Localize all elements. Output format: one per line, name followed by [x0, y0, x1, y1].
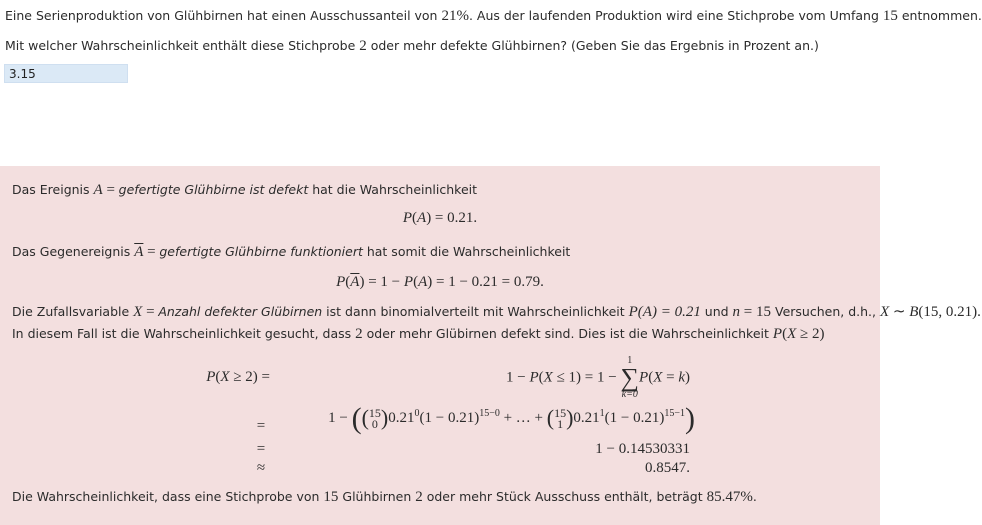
align-row-3: 1 − 0.14530331: [595, 441, 690, 457]
align-row-1: 1 − P(X ≤ 1) = 1 − 1 ∑ k=0 P(X = k): [506, 355, 690, 400]
question-text-line-1: Eine Serienproduktion von Glühbirnen hat einen Ausschussanteil von 21%. Aus der laufenden Produktion wird eine Stichprobe vom Umfang 15 entnommen.: [5, 8, 982, 24]
align-row-2-binomial-expansion: 1 − ((15 0 )$0.21^0(1 - 0.21)^{15-0}$ + … + (15 1 )$0.21^1(1 - 0.21)^{15-1}$): [328, 402, 695, 435]
align-eq-sign-row-3: =: [256, 441, 266, 457]
solution-target-probability: In diesem Fall ist die Wahrscheinlichkeit gesucht, dass 2 oder mehr Glübirnen defekt sind. Dies ist die Wahrscheinlichkeit P(X ≥ 2): [12, 326, 825, 342]
solution-panel: [0, 166, 981, 525]
answer-input[interactable]: [4, 64, 128, 83]
align-lhs: P(X ≥ 2) =: [206, 369, 270, 385]
sum-symbol: 1 ∑ k=0: [620, 355, 640, 400]
question-text-line-2: Mit welcher Wahrscheinlichkeit enthält diese Stichprobe 2 oder mehr defekte Glühbirnen? (Geben Sie das Ergebnis in Prozent an.): [5, 38, 819, 54]
solution-conclusion: Die Wahrscheinlichkeit, dass eine Stichprobe von 15 Glühbirnen 2 oder mehr Stück Ausschuss enthält, beträgt 85.47%.: [12, 489, 757, 505]
equation-p-a: P(A) = 0.21.: [402, 210, 478, 226]
align-eq-sign-row-2: =: [256, 418, 266, 434]
binomial-15-1: 15 1: [554, 405, 567, 431]
align-row-4: 0.8547.: [645, 460, 690, 476]
align-approx-sign-row-4: ≈: [256, 460, 266, 476]
binomial-15-0: 15 0: [368, 405, 381, 431]
solution-complement-definition: Das Gegenereignis $\overline{A}$ = gefertigte Glühbirne funktioniert hat somit die Wahrscheinlichkeit: [12, 244, 571, 260]
solution-random-variable: Die Zufallsvariable X = Anzahl defekter Glübirnen ist dann binomialverteilt mit Wahrscheinlichkeit P(A) = 0.21 und n = 15 Versuchen, d.h., X ∼ B(15, 0.21).: [12, 304, 981, 320]
solution-event-definition: Das Ereignis A = gefertigte Glühbirne ist defekt hat die Wahrscheinlichkeit: [12, 182, 478, 198]
equation-p-complement: $P(\overline{A}) = 1 - P(A) = 1 - 0.21 = 0.79$.: [336, 274, 544, 290]
